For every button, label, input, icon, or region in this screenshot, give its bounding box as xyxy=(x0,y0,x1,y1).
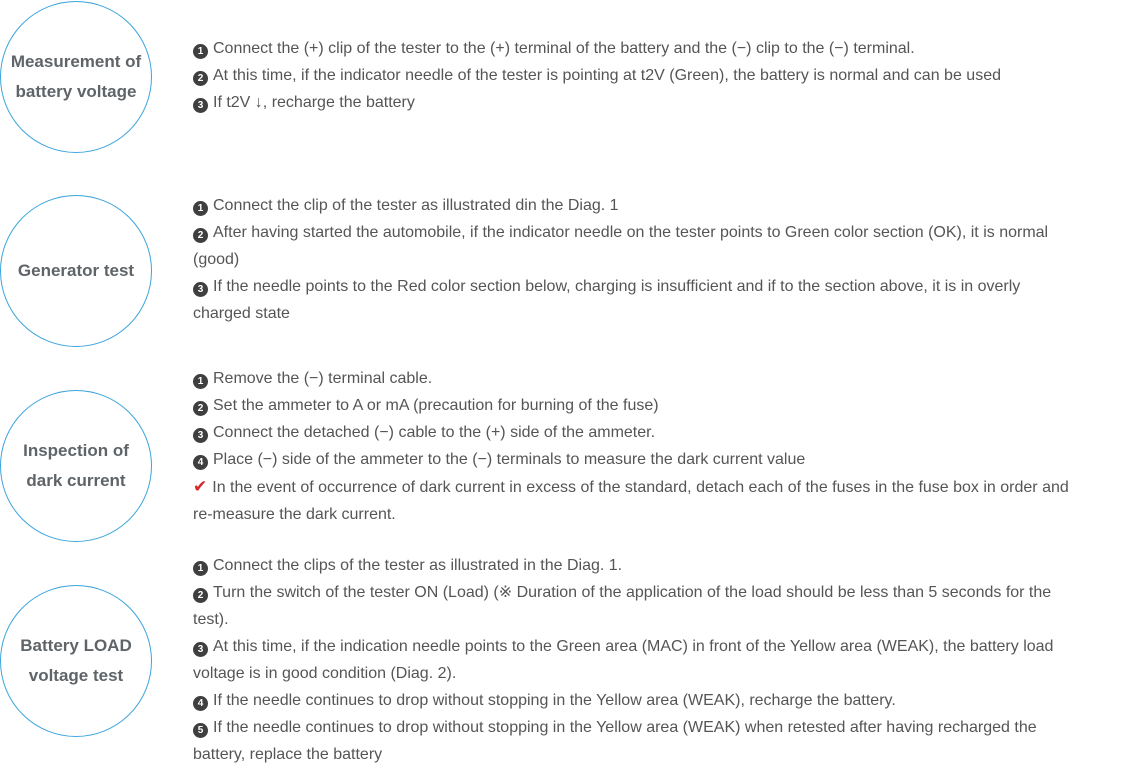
step-text: Set the ammeter to A or mA (precaution for burning of the fuse) xyxy=(213,397,659,414)
step-list xyxy=(193,552,1073,768)
step-item xyxy=(193,633,1073,687)
section-title: Battery LOAD voltage test xyxy=(20,636,132,685)
step-text: In the event of occurrence of dark current in excess of the standard, detach each of the fuses in the fuse box in order and re-measure the dark current. xyxy=(193,479,1069,523)
step-number-icon: 2 xyxy=(193,588,208,603)
step-number-icon: 3 xyxy=(193,428,208,443)
step-item xyxy=(193,552,1073,579)
step-text: At this time, if the indicator needle of the tester is pointing at t2V (Green), the battery is normal and can be used xyxy=(213,67,1001,84)
step-item xyxy=(193,62,1073,89)
step-number-icon: 3 xyxy=(193,642,208,657)
step-text: Connect the clip of the tester as illustrated din the Diag. 1 xyxy=(213,197,619,214)
step-list xyxy=(193,365,1073,528)
step-number-icon: 4 xyxy=(193,696,208,711)
step-number-icon: 2 xyxy=(193,228,208,243)
step-number-icon: 1 xyxy=(193,374,208,389)
step-number-icon: 4 xyxy=(193,455,208,470)
step-item xyxy=(193,192,1073,219)
section-title: Inspection of dark current xyxy=(23,441,129,490)
step-number-icon: 2 xyxy=(193,401,208,416)
section-title-circle xyxy=(0,585,152,737)
step-text: Connect the clips of the tester as illustrated in the Diag. 1. xyxy=(213,557,623,574)
step-text: If the needle continues to drop without stopping in the Yellow area (WEAK) when retested after having recharged the battery, replace the battery xyxy=(193,719,1037,763)
step-text: If t2V ↓, recharge the battery xyxy=(213,94,415,111)
section-title-circle xyxy=(0,390,152,542)
step-number-icon: 1 xyxy=(193,561,208,576)
step-text: Place (−) side of the ammeter to the (−) terminals to measure the dark current value xyxy=(213,451,806,468)
step-number-icon: 3 xyxy=(193,282,208,297)
step-item xyxy=(193,446,1073,473)
step-text: Connect the detached (−) cable to the (+) side of the ammeter. xyxy=(213,424,656,441)
step-list xyxy=(193,35,1073,116)
step-text: If the needle points to the Red color section below, charging is insufficient and if to the section above, it is in overly charged state xyxy=(193,278,1021,322)
step-text: Connect the (+) clip of the tester to the (+) terminal of the battery and the (−) clip to the (−) terminal. xyxy=(213,40,915,57)
check-mark-icon: ✔ xyxy=(193,477,208,496)
step-item xyxy=(193,365,1073,392)
section-title-circle xyxy=(0,1,152,153)
step-text: After having started the automobile, if the indicator needle on the tester points to Green color section (OK), it is normal (good) xyxy=(193,224,1049,268)
step-number-icon: 3 xyxy=(193,98,208,113)
step-item xyxy=(193,687,1073,714)
step-text: Remove the (−) terminal cable. xyxy=(213,370,433,387)
step-number-icon: 1 xyxy=(193,44,208,59)
step-text: At this time, if the indication needle points to the Green area (MAC) in front of the Yellow area (WEAK), the battery load voltage is in good condition (Diag. 2). xyxy=(193,638,1054,682)
step-list xyxy=(193,192,1073,327)
step-item xyxy=(193,35,1073,62)
step-item xyxy=(193,419,1073,446)
step-item xyxy=(193,392,1073,419)
step-text: If the needle continues to drop without stopping in the Yellow area (WEAK), recharge the battery. xyxy=(213,692,896,709)
step-text: Turn the switch of the tester ON (Load) (※ Duration of the application of the load should be less than 5 seconds for the test). xyxy=(193,584,1052,628)
step-item xyxy=(193,473,1073,528)
step-number-icon: 2 xyxy=(193,71,208,86)
step-number-icon: 5 xyxy=(193,723,208,738)
step-item xyxy=(193,273,1073,327)
step-item xyxy=(193,89,1073,116)
section-title: Measurement of battery voltage xyxy=(10,52,142,101)
section-title-circle xyxy=(0,195,152,347)
step-item xyxy=(193,579,1073,633)
step-number-icon: 1 xyxy=(193,201,208,216)
step-item xyxy=(193,714,1073,768)
section-title: Generator test xyxy=(17,261,135,280)
step-item xyxy=(193,219,1073,273)
